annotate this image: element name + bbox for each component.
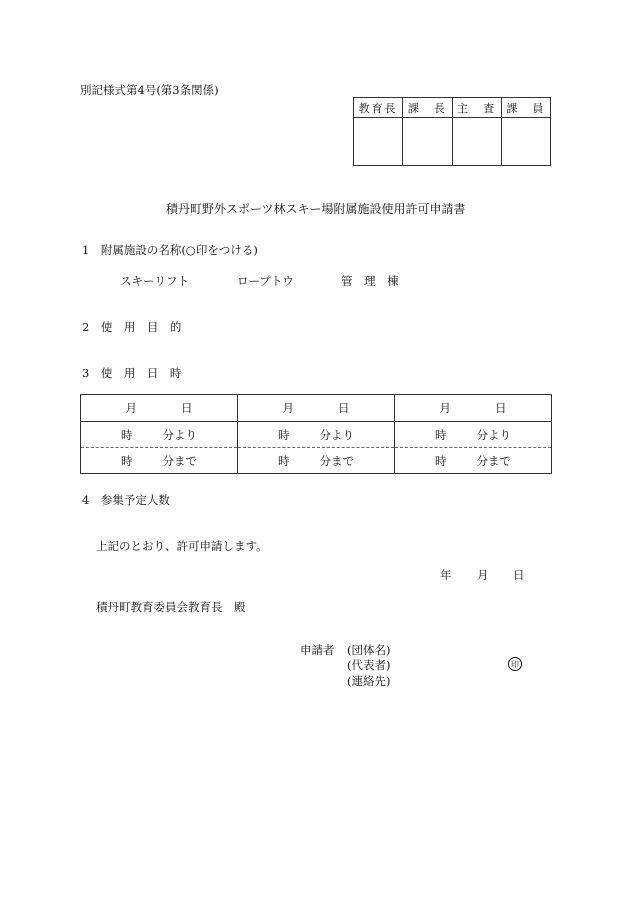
approval-cell	[502, 118, 550, 165]
representative-label: (代表者)	[347, 658, 391, 672]
date-month: 月	[477, 568, 489, 582]
approval-header: 課 員	[502, 98, 550, 118]
date-year: 年	[440, 568, 452, 582]
month-label: 月	[282, 401, 294, 415]
month-label: 月	[439, 401, 451, 415]
from-label: 分より	[476, 427, 511, 442]
until-label: 分まで	[319, 453, 354, 468]
contact-label: (連絡先)	[347, 674, 391, 688]
until-label: 分まで	[476, 453, 511, 468]
hour-label: 時	[121, 453, 133, 468]
date-day: 日	[513, 568, 525, 582]
document-title: 積丹町野外スポーツ林スキー場附属施設使用許可申請書	[166, 202, 466, 216]
form-id: 別記様式第4号(第3条関係)	[80, 83, 219, 97]
approval-cell	[403, 118, 451, 165]
option-ski-lift[interactable]: スキーリフト	[120, 274, 189, 288]
approval-header: 主 査	[453, 98, 501, 118]
applicant-label: 申請者	[300, 643, 335, 657]
section-datetime: 3 使 用 日 時	[82, 366, 182, 380]
seal-icon: 印	[508, 657, 522, 671]
month-label: 月	[125, 401, 137, 415]
hour-label: 時	[278, 427, 290, 442]
addressee: 積丹町教育委員会教育長 殿	[96, 600, 246, 614]
approval-cell	[453, 118, 501, 165]
option-management-building[interactable]: 管 理 棟	[341, 274, 399, 288]
section-facility-name: 1 附属施設の名称(○印をつける)	[82, 243, 258, 257]
hour-label: 時	[435, 453, 447, 468]
section-attendees: 4 参集予定人数	[82, 493, 170, 507]
approval-header: 教育長	[354, 98, 402, 118]
datetime-table	[80, 394, 552, 474]
approval-header: 課 長	[403, 98, 451, 118]
day-label: 日	[338, 401, 350, 415]
section-purpose: 2 使 用 目 的	[82, 320, 182, 334]
from-label: 分より	[319, 427, 354, 442]
hour-label: 時	[121, 427, 133, 442]
approval-cell	[354, 118, 402, 165]
statement: 上記のとおり、許可申請します。	[96, 539, 268, 553]
hour-label: 時	[278, 453, 290, 468]
hour-label: 時	[435, 427, 447, 442]
option-rope-tow[interactable]: ロープトウ	[237, 274, 294, 288]
group-name-label: (団体名)	[347, 643, 391, 657]
day-label: 日	[181, 401, 193, 415]
until-label: 分まで	[162, 453, 197, 468]
day-label: 日	[495, 401, 507, 415]
approval-stamp-table	[353, 97, 551, 166]
from-label: 分より	[162, 427, 197, 442]
